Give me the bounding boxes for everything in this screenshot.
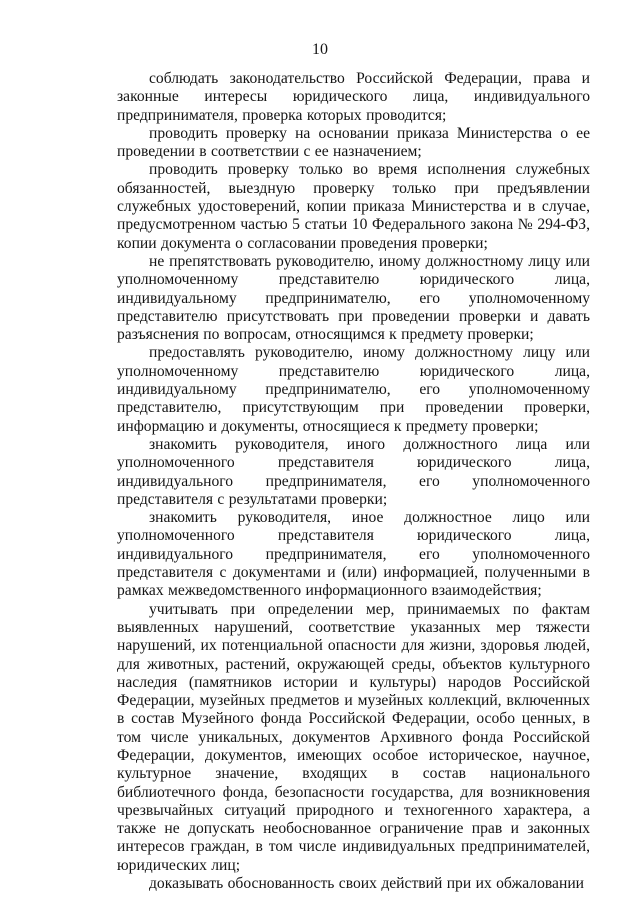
paragraph-acquaint-documents: знакомить руководителя, иное должностное лицо или уполномоченного представителя юридического лица, индивидуального предпринимателя, его уполномоченного представителя с документами и (или) информацией, полученными в рамках межведомственного информационного взаимодействия; bbox=[117, 509, 590, 600]
paragraph-acquaint-results: знакомить руководителя, иного должностного лица или уполномоченного представителя юридического лица, индивидуального предпринимателя, его уполномоченного представителя с результатами проверки; bbox=[117, 435, 590, 508]
paragraph-no-obstruction: не препятствовать руководителю, иному должностному лицу или уполномоченному представителю юридического лица, индивидуальному предпринимателю, его уполномоченному представителю присутствовать при проведении проверки и давать разъяснения по вопросам, относящимся к предмету проверки; bbox=[117, 252, 590, 344]
paragraph-provide-information: предоставлять руководителю, иному должностному лицу или уполномоченному представителю юридического лица, индивидуальному предпринимателю, его уполномоченному представителю, присутствующим при проведении проверки, информацию и документы, относящиеся к предмету проверки; bbox=[117, 344, 590, 435]
document-body bbox=[117, 70, 590, 893]
paragraph-inspection-basis: проводить проверку на основании приказа Министерства о ее проведении в соответствии с ее назначением; bbox=[117, 124, 590, 161]
paragraph-justify-actions: доказывать обоснованность своих действий при их обжаловании bbox=[149, 875, 585, 893]
paragraph-proportional-measures: учитывать при определении мер, принимаемых по фактам выявленных нарушений, соответствие указанных мер тяжести нарушений, их потенциальной опасности для жизни, здоровья людей, для животных, растений, окружающей среды, объектов культурного наследия (памятников истории и культуры) народов Российской Федерации, музейных предметов и музейных коллекций, включенных в состав Музейного фонда Российской Федерации, особо ценных, в том числе уникальных, документов Архивного фонда Российской Федерации, документов, имеющих особое историческое, научное, культурное значение, входящих в состав национального библиотечного фонда, безопасности государства, для возникновения чрезвычайных ситуаций природного и техногенного характера, а также не допускать необоснованное ограничение прав и законных интересов граждан, в том числе индивидуальных предпринимателей, юридических лиц; bbox=[117, 600, 590, 874]
paragraph-observe-legislation: соблюдать законодательство Российской Федерации, права и законные интересы юридического лица, индивидуального предпринимателя, проверка которых проводится; bbox=[117, 70, 590, 124]
paragraph-inspection-timing: проводить проверку только во время исполнения служебных обязанностей, выездную проверку только при предъявлении служебных удостоверений, копии приказа Министерства и в случае, предусмотренном частью 5 статьи 10 Федерального закона № 294-ФЗ, копии документа о согласовании проведения проверки; bbox=[117, 161, 590, 252]
page-number: 10 bbox=[312, 41, 328, 58]
